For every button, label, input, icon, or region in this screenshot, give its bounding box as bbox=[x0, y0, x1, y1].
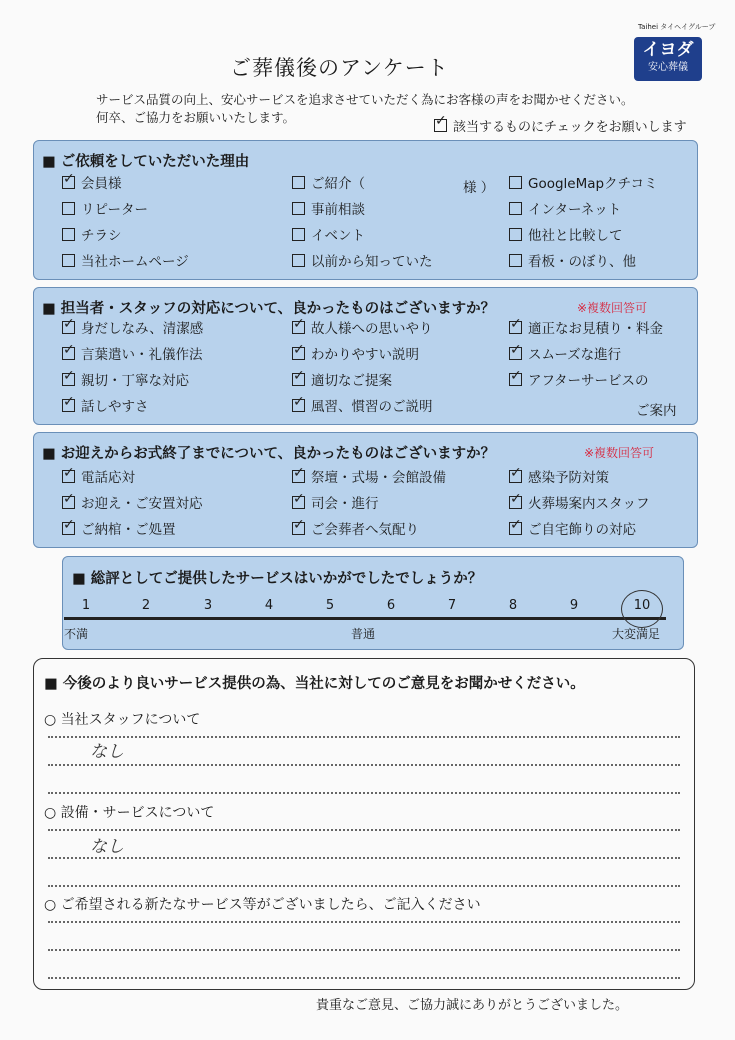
after-service-continuation: ご案内 bbox=[636, 403, 677, 419]
option-label: GoogleMapクチコミ bbox=[528, 176, 658, 192]
option-label: 身だしなみ、清潔感 bbox=[81, 321, 204, 337]
option-label: 適切なご提案 bbox=[311, 373, 392, 389]
checkbox-icon[interactable] bbox=[292, 347, 305, 360]
checkbox-icon[interactable] bbox=[509, 202, 522, 215]
checkbox-icon[interactable] bbox=[292, 522, 305, 535]
checkbox-icon[interactable] bbox=[509, 176, 522, 189]
rating-option-6[interactable]: 6 bbox=[386, 598, 396, 613]
rating-option-2[interactable]: 2 bbox=[141, 598, 151, 613]
option-label: ご自宅飾りの対応 bbox=[528, 522, 636, 538]
ceremony-option[interactable] bbox=[509, 469, 609, 487]
logo-sub-text: 安心葬儀 bbox=[648, 62, 688, 73]
option-label: わかりやすい説明 bbox=[311, 347, 419, 363]
checkbox-icon[interactable] bbox=[509, 373, 522, 386]
rating-option-9[interactable]: 9 bbox=[569, 598, 579, 613]
checkbox-icon[interactable] bbox=[292, 228, 305, 241]
intro-text-line1: サービス品質の向上、安心サービスを追求させていただく為にお客様の声をお聞かせください。 bbox=[96, 92, 634, 107]
instruction-text bbox=[434, 116, 687, 135]
reason-option[interactable] bbox=[292, 201, 365, 219]
option-label: 言葉遣い・礼儀作法 bbox=[81, 347, 203, 363]
checkbox-icon[interactable] bbox=[292, 176, 305, 189]
option-label: 故人様への思いやり bbox=[311, 321, 433, 337]
checkbox-icon[interactable] bbox=[292, 202, 305, 215]
checkbox-icon[interactable] bbox=[62, 373, 75, 386]
option-label: お迎え・ご安置対応 bbox=[81, 496, 203, 512]
rating-label-low: 不満 bbox=[64, 627, 89, 641]
reason-option[interactable] bbox=[62, 253, 189, 271]
staff-option[interactable] bbox=[292, 346, 419, 364]
answer-line[interactable] bbox=[48, 829, 680, 831]
instruction-label: 該当するものにチェックをお願いします bbox=[453, 120, 687, 135]
staff-option[interactable] bbox=[292, 372, 392, 390]
rating-option-8[interactable]: 8 bbox=[508, 598, 518, 613]
reason-option[interactable] bbox=[62, 227, 122, 245]
option-label: スムーズな進行 bbox=[528, 347, 622, 363]
staff-option[interactable] bbox=[292, 398, 433, 416]
referral-suffix: 様 ） bbox=[463, 180, 495, 196]
option-label: 他社と比較して bbox=[528, 228, 623, 244]
facility-comment-question: ○ 設備・サービスについて bbox=[44, 805, 215, 821]
checkbox-icon[interactable] bbox=[509, 347, 522, 360]
ceremony-option[interactable] bbox=[62, 521, 176, 539]
staff-option[interactable] bbox=[509, 320, 663, 338]
rating-option-10[interactable]: 10 bbox=[633, 598, 651, 613]
option-label: チラシ bbox=[81, 228, 122, 244]
reason-heading: ■ ご依頼をしていただいた理由 bbox=[42, 154, 250, 170]
reason-option[interactable] bbox=[292, 175, 365, 193]
logo-main-text: イヨダ bbox=[642, 40, 694, 60]
reason-option[interactable] bbox=[292, 227, 365, 245]
checkbox-icon[interactable] bbox=[292, 254, 305, 267]
new-service-question: ○ ご希望される新たなサービス等がございましたら、ご記入ください bbox=[44, 897, 481, 913]
staff-comment-question: ○ 当社スタッフについて bbox=[44, 712, 201, 728]
reason-option[interactable] bbox=[509, 253, 636, 271]
option-label: ご会葬者へ気配り bbox=[311, 522, 419, 538]
staff-option[interactable] bbox=[509, 372, 649, 390]
staff-option[interactable] bbox=[292, 320, 433, 338]
ceremony-option[interactable] bbox=[62, 495, 203, 513]
comments-box bbox=[33, 658, 695, 990]
answer-line[interactable] bbox=[48, 857, 680, 859]
answer-line[interactable] bbox=[48, 949, 680, 951]
checkbox-icon[interactable] bbox=[62, 176, 75, 189]
comments-heading: ■ 今後のより良いサービス提供の為、当社に対してのご意見をお聞かせください。 bbox=[44, 676, 585, 692]
staff-heading: ■ 担当者・スタッフの対応について、良かったものはございますか？ bbox=[42, 301, 496, 317]
checkbox-icon[interactable] bbox=[62, 522, 75, 535]
company-logo bbox=[634, 37, 702, 81]
staff-option[interactable] bbox=[62, 372, 189, 390]
thank-you-note: 貴重なご意見、ご協力誠にありがとうございました。 bbox=[316, 998, 629, 1013]
checkbox-icon[interactable] bbox=[292, 470, 305, 483]
ceremony-heading: ■ お迎えからお式終了までについて、良かったものはございますか？ bbox=[42, 446, 496, 462]
checkbox-icon[interactable] bbox=[292, 373, 305, 386]
checkbox-icon[interactable] bbox=[62, 470, 75, 483]
option-label: 司会・進行 bbox=[311, 496, 379, 512]
staff-comment-answer[interactable]: なし bbox=[90, 742, 124, 762]
rating-heading: ■ 総評としてご提供したサービスはいかがでしたでしょうか？ bbox=[72, 571, 483, 587]
rating-scale-line bbox=[64, 617, 666, 620]
checkbox-icon[interactable] bbox=[509, 522, 522, 535]
answer-line[interactable] bbox=[48, 764, 680, 766]
multi-answer-note: ※複数回答可 bbox=[584, 446, 655, 460]
brand-group-label: Taihei タイヘイグループ bbox=[638, 23, 716, 31]
option-label: 事前相談 bbox=[311, 202, 365, 218]
instruction-check-icon bbox=[434, 119, 447, 132]
checkbox-icon[interactable] bbox=[62, 496, 75, 509]
reason-option[interactable] bbox=[62, 201, 148, 219]
answer-line[interactable] bbox=[48, 885, 680, 887]
option-label: 感染予防対策 bbox=[528, 470, 609, 486]
page-title: ご葬儀後のアンケート bbox=[230, 56, 449, 80]
ceremony-option[interactable] bbox=[509, 521, 636, 539]
reason-option[interactable] bbox=[509, 175, 658, 193]
ceremony-option[interactable] bbox=[292, 495, 379, 513]
rating-option-4[interactable]: 4 bbox=[264, 598, 274, 613]
checkbox-icon[interactable] bbox=[292, 321, 305, 334]
reason-option[interactable] bbox=[509, 227, 623, 245]
checkbox-icon[interactable] bbox=[509, 254, 522, 267]
answer-line[interactable] bbox=[48, 977, 680, 979]
staff-option[interactable] bbox=[62, 398, 149, 416]
multi-answer-note: ※複数回答可 bbox=[577, 301, 648, 315]
option-label: ご納棺・ご処置 bbox=[81, 522, 176, 538]
rating-label-high: 大変満足 bbox=[612, 627, 661, 641]
checkbox-icon[interactable] bbox=[292, 496, 305, 509]
option-label: リピーター bbox=[81, 202, 148, 218]
reason-option[interactable] bbox=[509, 201, 621, 219]
intro-text-line2: 何卒、ご協力をお願いいたします。 bbox=[96, 110, 296, 125]
rating-label-mid: 普通 bbox=[351, 627, 376, 641]
rating-option-7[interactable]: 7 bbox=[447, 598, 457, 613]
staff-option[interactable] bbox=[62, 346, 203, 364]
option-label: 話しやすさ bbox=[81, 399, 149, 415]
option-label: 会員様 bbox=[81, 176, 122, 192]
option-label: アフターサービスの bbox=[528, 373, 649, 389]
rating-option-5[interactable]: 5 bbox=[325, 598, 335, 613]
option-label: ご紹介（ bbox=[311, 176, 365, 192]
option-label: 適正なお見積り・料金 bbox=[528, 321, 663, 337]
ceremony-option[interactable] bbox=[292, 521, 419, 539]
option-label: 風習、慣習のご説明 bbox=[311, 399, 433, 415]
checkbox-icon[interactable] bbox=[509, 470, 522, 483]
checkbox-icon[interactable] bbox=[509, 496, 522, 509]
option-label: 看板・のぼり、他 bbox=[528, 254, 636, 270]
option-label: 親切・丁寧な対応 bbox=[81, 373, 189, 389]
ceremony-option[interactable] bbox=[62, 469, 135, 487]
checkbox-icon[interactable] bbox=[62, 202, 75, 215]
checkbox-icon[interactable] bbox=[292, 399, 305, 412]
option-label: イベント bbox=[311, 228, 365, 244]
ceremony-option[interactable] bbox=[509, 495, 650, 513]
option-label: 火葬場案内スタッフ bbox=[528, 496, 650, 512]
answer-line[interactable] bbox=[48, 736, 680, 738]
option-label: 以前から知っていた bbox=[311, 254, 433, 270]
reason-option[interactable] bbox=[292, 253, 433, 271]
reason-option[interactable] bbox=[62, 175, 122, 193]
checkbox-icon[interactable] bbox=[509, 321, 522, 334]
checkbox-icon[interactable] bbox=[509, 228, 522, 241]
ceremony-option[interactable] bbox=[292, 469, 446, 487]
option-label: 当社ホームページ bbox=[81, 254, 189, 270]
staff-option[interactable] bbox=[62, 320, 203, 338]
option-label: 電話応対 bbox=[81, 470, 135, 486]
rating-option-3[interactable]: 3 bbox=[203, 598, 213, 613]
checkbox-icon[interactable] bbox=[62, 254, 75, 267]
facility-comment-answer[interactable]: なし bbox=[90, 837, 124, 857]
checkbox-icon[interactable] bbox=[62, 321, 75, 334]
option-label: インターネット bbox=[528, 202, 622, 218]
option-label: 祭壇・式場・会館設備 bbox=[311, 470, 446, 486]
checkbox-icon[interactable] bbox=[62, 399, 75, 412]
staff-option[interactable] bbox=[509, 346, 621, 364]
checkbox-icon[interactable] bbox=[62, 228, 75, 241]
answer-line[interactable] bbox=[48, 792, 680, 794]
rating-option-1[interactable]: 1 bbox=[81, 598, 91, 613]
selected-rating-circle bbox=[621, 590, 663, 628]
checkbox-icon[interactable] bbox=[62, 347, 75, 360]
answer-line[interactable] bbox=[48, 921, 680, 923]
